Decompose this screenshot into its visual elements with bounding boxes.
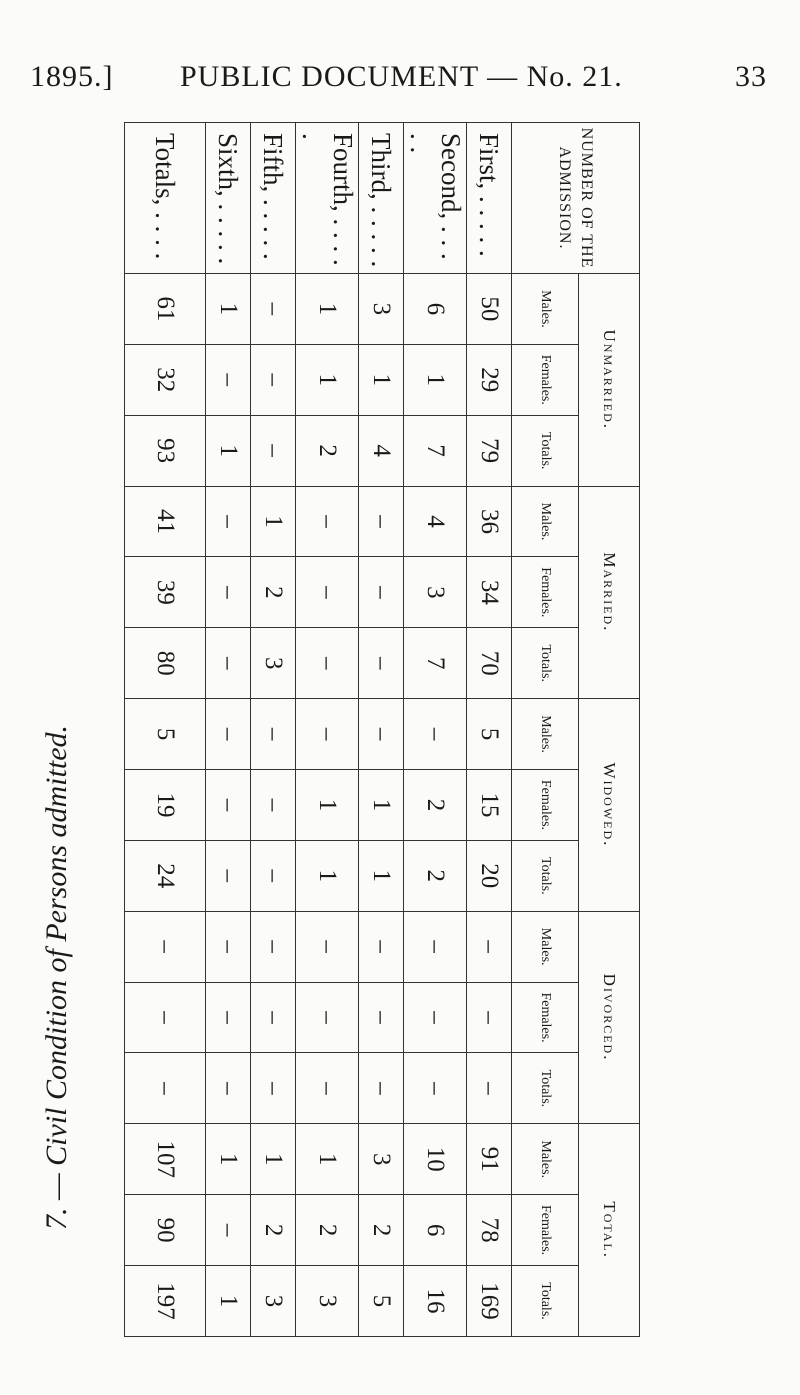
group-header-married: Married. [579,486,640,699]
table-row [467,123,512,1337]
table-cell: 4 [404,486,467,557]
table-cell: 1 [206,415,251,486]
table-cell: 29 [467,344,512,415]
table-cell: 2 [251,557,296,628]
table-cell: 2 [251,1195,296,1266]
table-cell: 78 [467,1195,512,1266]
row-label: Fourth, . . . . . [296,123,359,274]
table-cell: – [359,699,404,770]
table-row [404,123,467,1337]
table-cell: 107 [125,1124,206,1195]
table-cell: 61 [125,274,206,345]
sub-header-row [512,123,579,1337]
table-cell: – [467,982,512,1053]
table-row [206,123,251,1337]
sub-header-females: Females. [512,557,579,628]
table-cell: – [251,344,296,415]
table-cell: 1 [206,1266,251,1337]
row-label: Totals, . . . . [125,123,206,274]
table-cell: 5 [125,699,206,770]
group-header-widowed: Widowed. [579,699,640,912]
table-cell: 90 [125,1195,206,1266]
table-cell: 1 [251,486,296,557]
sub-header-males: Males. [512,699,579,770]
table-cell: – [296,1053,359,1124]
table-cell: 2 [404,840,467,911]
table-cell: 1 [206,274,251,345]
table-cell: 50 [467,274,512,345]
header-year: 1895.] [30,60,114,93]
sub-header-females: Females. [512,982,579,1053]
table-cell: 3 [404,557,467,628]
table-cell: – [404,982,467,1053]
table-row [251,123,296,1337]
table-cell: 6 [404,1195,467,1266]
table-cell: 3 [359,274,404,345]
table-cell: – [296,557,359,628]
table-cell: – [251,699,296,770]
civil-condition-table-wrapper [150,122,640,1337]
table-cell: 197 [125,1266,206,1337]
table-cell: 32 [125,344,206,415]
header-title: PUBLIC DOCUMENT — No. 21. [180,60,623,93]
table-cell: 70 [467,628,512,699]
table-cell: 1 [404,344,467,415]
totals-row [125,123,206,1337]
table-cell: – [125,982,206,1053]
group-header-unmarried: Unmarried. [579,274,640,487]
row-label: Second, . . . . . [404,123,467,274]
table-cell: 1 [251,1124,296,1195]
sub-header-females: Females. [512,770,579,841]
sub-header-males: Males. [512,274,579,345]
table-cell: 2 [296,415,359,486]
table-cell: 24 [125,840,206,911]
row-label: Sixth, . . . . . [206,123,251,274]
table-cell: 1 [296,1124,359,1195]
sub-header-totals: Totals. [512,1053,579,1124]
sub-header-totals: Totals. [512,840,579,911]
sub-header-males: Males. [512,911,579,982]
table-cell: 3 [359,1124,404,1195]
table-body [125,123,512,1337]
table-cell: 2 [296,1195,359,1266]
table-cell: 3 [251,628,296,699]
table-cell: 1 [359,840,404,911]
table-cell: 2 [404,770,467,841]
table-cell: 7 [404,628,467,699]
row-label: Third, . . . . . [359,123,404,274]
sub-header-males: Males. [512,486,579,557]
table-cell: 5 [359,1266,404,1337]
table-cell: 3 [251,1266,296,1337]
table-cell: – [251,982,296,1053]
table-cell: 93 [125,415,206,486]
table-cell: – [206,1195,251,1266]
table-cell: – [359,486,404,557]
table-row [359,123,404,1337]
group-header-total: Total. [579,1124,640,1337]
table-cell: – [359,911,404,982]
table-cell: 3 [296,1266,359,1337]
table-cell: 91 [467,1124,512,1195]
table-cell: 80 [125,628,206,699]
table-cell: – [296,628,359,699]
table-cell: – [251,274,296,345]
table-cell: 169 [467,1266,512,1337]
table-cell: 20 [467,840,512,911]
table-cell: 79 [467,415,512,486]
table-cell: – [206,344,251,415]
table-cell: 4 [359,415,404,486]
table-cell: 19 [125,770,206,841]
table-cell: – [359,628,404,699]
table-cell: 6 [404,274,467,345]
sub-header-females: Females. [512,344,579,415]
table-cell: – [404,699,467,770]
table-cell: – [359,557,404,628]
table-cell: 5 [467,699,512,770]
table-cell: 1 [359,770,404,841]
table-cell: 1 [206,1124,251,1195]
table-cell: – [404,911,467,982]
table-cell: – [251,911,296,982]
table-cell: 1 [296,840,359,911]
table-cell: 39 [125,557,206,628]
table-cell: – [206,911,251,982]
table-cell: – [206,840,251,911]
table-cell: – [404,1053,467,1124]
table-cell: 16 [404,1266,467,1337]
table-row [296,123,359,1337]
table-cell: 1 [296,770,359,841]
table-cell: 2 [359,1195,404,1266]
table-cell: 34 [467,557,512,628]
table-cell: 1 [359,344,404,415]
table-cell: 1 [296,344,359,415]
table-cell: – [125,911,206,982]
header-page-number: 33 [735,60,767,93]
sub-header-males: Males. [512,1124,579,1195]
sub-header-totals: Totals. [512,1266,579,1337]
table-cell: – [296,699,359,770]
table-cell: – [467,911,512,982]
corner-header: NUMBER OF THE ADMISSION. [512,123,640,274]
table-cell: – [206,486,251,557]
table-cell: – [206,699,251,770]
table-cell: – [359,982,404,1053]
sub-header-totals: Totals. [512,628,579,699]
row-label: First, . . . . . [467,123,512,274]
group-header-divorced: Divorced. [579,911,640,1124]
table-cell: – [125,1053,206,1124]
table-cell: – [359,1053,404,1124]
table-cell: 1 [296,274,359,345]
table-cell: – [296,982,359,1053]
table-cell: – [296,911,359,982]
table-cell: – [251,1053,296,1124]
table-cell: – [296,486,359,557]
row-label: Fifth, . . . . . [251,123,296,274]
table-cell: – [206,982,251,1053]
table-cell: 10 [404,1124,467,1195]
table-cell: 36 [467,486,512,557]
table-cell: 41 [125,486,206,557]
page-header [0,60,800,110]
sub-header-totals: Totals. [512,415,579,486]
table-cell: – [206,770,251,841]
sub-header-females: Females. [512,1195,579,1266]
table-cell: – [251,770,296,841]
table-cell: – [206,628,251,699]
table-title: 7. — Civil Condition of Persons admitted. [40,724,73,1230]
table-cell: – [206,557,251,628]
table-cell: – [251,840,296,911]
table-cell: – [467,1053,512,1124]
table-cell: 7 [404,415,467,486]
table-cell: – [206,1053,251,1124]
civil-condition-table [124,122,640,1337]
table-cell: – [251,415,296,486]
table-cell: 15 [467,770,512,841]
